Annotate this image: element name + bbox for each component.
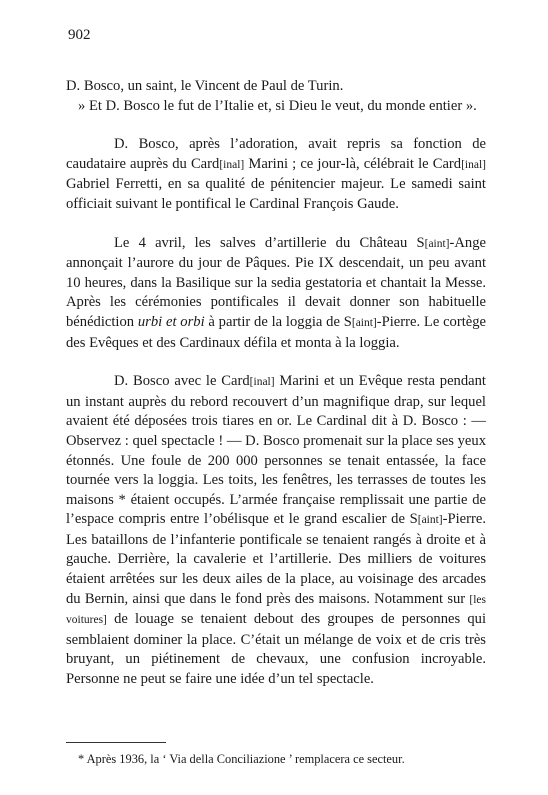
text-run: Le 4 avril, les salves d’artillerie du Château S: [114, 234, 425, 251]
text-run: » Et D. Bosco le fut de l’Italie et, si Dieu le veut, du monde entier ».: [78, 97, 477, 114]
editorial-bracket: [les voitures]: [66, 593, 486, 627]
text-run: -Pierre. Le cortège des Evêques et des Cardinaux défila et monta à la loggia.: [66, 313, 487, 351]
paragraph: [66, 372, 486, 690]
text-run: Marini et un Evêque resta pendant un instant auprès du rebord recouvert d’un magnifique drap, sur lequel avaient été déposées trois tiares en or. Le Cardinal dit à D. Bosco : — Observez : quel spectacle ! — D. Bosco promenait sur la place ses yeux étonnés. Une foule de 200 000 personnes se tenait entassée, la face tournée vers la loggia. Les toits, les fenêtres, les terrasses de toutes les maisons * étaient occupés. L’armée française remplissait une partie de l’espace compris entre l’obélisque et le grand escalier de S: [66, 373, 486, 528]
italic-phrase: urbi et orbi: [137, 313, 205, 330]
editorial-bracket: [inal]: [219, 158, 245, 171]
editorial-bracket: [inal]: [249, 376, 275, 389]
editorial-bracket: [aint]: [417, 514, 443, 527]
text-run: -Ange annonçait l’aurore du jour de Pâques. Pie IX descendait, un peu avant 10 heures, dans la Basilique sur la sedia gestatoria et chantait la Messe. Après les cérémonies pontificales il devait donner son habituelle bénédiction: [66, 234, 486, 330]
text-run: -Pierre. Les bataillons de l’infanterie pontificale se tenaient rangés à droite et à gauche. Derrière, la cavalerie et l’artillerie. Des milliers de voitures étaient arrêtées sur les deux ailes de la place, au voisinage des arcades du Bernin, ainsi que dans le fond près des maisons. Notamment sur: [66, 511, 486, 607]
paragraph: [66, 135, 486, 214]
editorial-bracket: [aint]: [424, 237, 450, 250]
text-run: Marini ; ce jour-là, célébrait le Card: [244, 155, 462, 172]
text-run: à partir de la loggia de S: [204, 313, 352, 330]
text-run: D. Bosco, un saint, le Vincent de Paul de Turin.: [66, 78, 344, 94]
text-run: Gabriel Ferretti, en sa qualité de pénitencier majeur. Le samedi saint officiait suivant le pontifical le Cardinal François Gaude.: [66, 176, 486, 212]
page-number: 902: [68, 27, 91, 43]
editorial-bracket: [inal]: [461, 158, 486, 171]
text-run: de louage se tenaient debout des groupes de personnes qui semblaient dominer la place. C’était un mélange de voix et de cris très bruyant, un piétinement de chevaux, une confusion incroyable. Personne ne peut se faire une idée d’un tel spectacle.: [66, 611, 486, 688]
footnote: * Après 1936, la ‘ Via della Conciliazione ’ remplacera ce secteur.: [78, 752, 405, 766]
body-text: [66, 77, 486, 690]
text-run: D. Bosco, après l’adoration, avait repris sa fonction de caudataire auprès du Card: [66, 136, 486, 172]
editorial-bracket: [aint]: [351, 316, 377, 329]
footnote-divider: [66, 742, 166, 743]
paragraph: [66, 97, 486, 117]
text-run: D. Bosco avec le Card: [114, 373, 250, 390]
paragraph: [66, 234, 486, 354]
paragraph: [66, 77, 486, 97]
